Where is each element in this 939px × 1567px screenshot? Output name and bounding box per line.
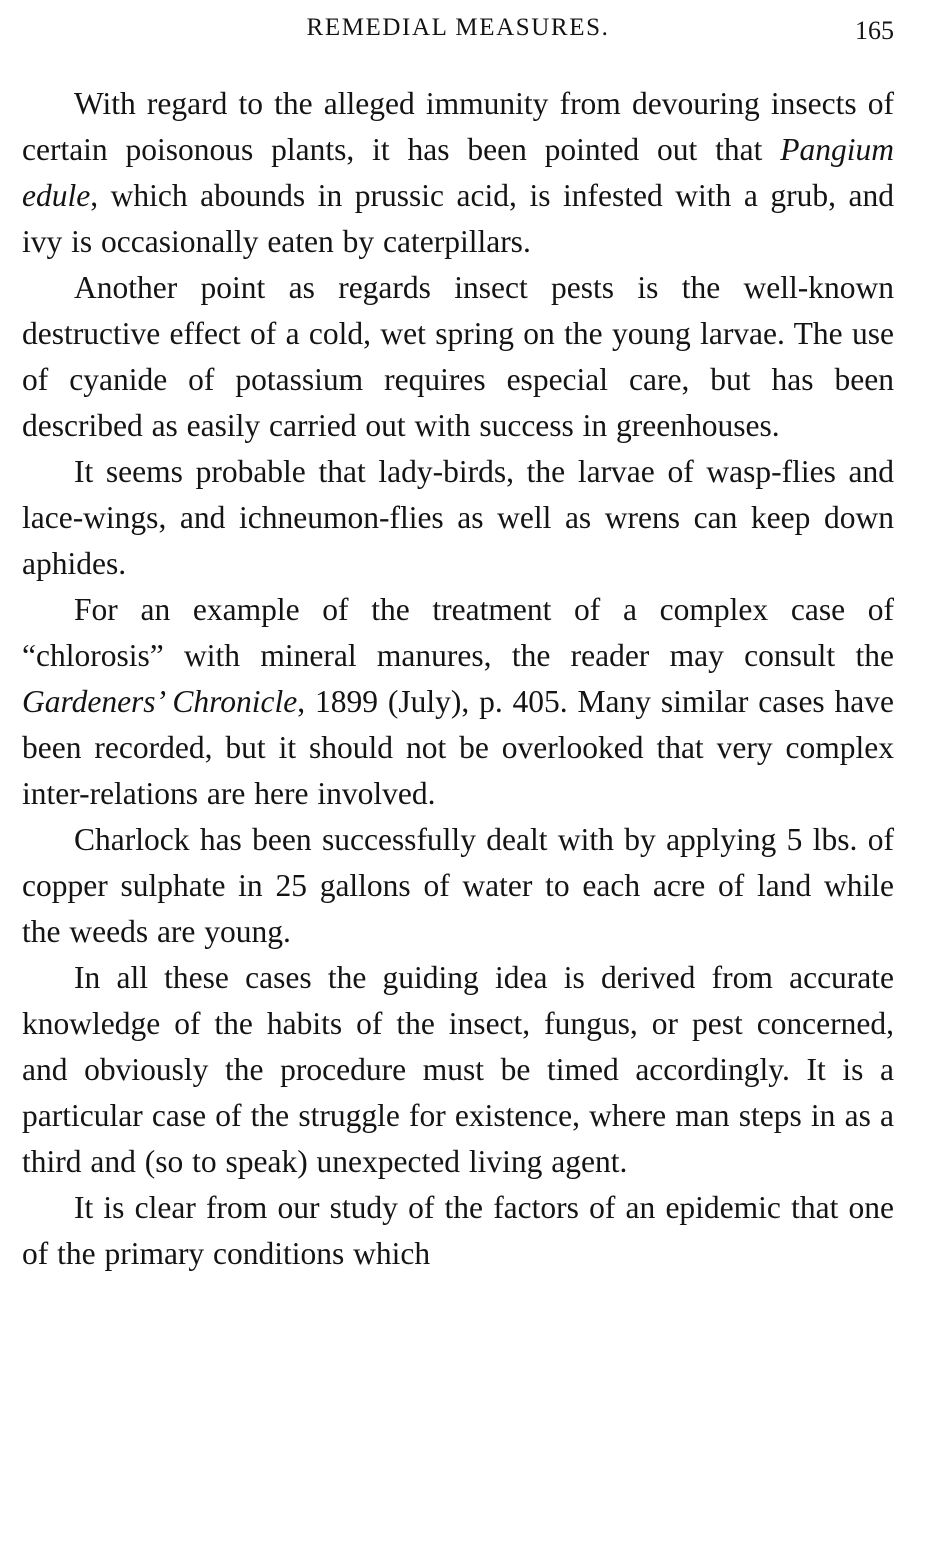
italic-journal-title: Gardeners’ Chronicle <box>22 684 298 719</box>
paragraph-lady-birds <box>22 449 894 587</box>
paragraph-chlorosis <box>22 587 894 817</box>
paragraph-charlock <box>22 817 894 955</box>
paragraph-text: , 1899 (July), p. 405. Many similar cases have been recorded, but it should not be overlooked that very complex inter-relations are here involved. <box>22 684 894 811</box>
paragraph-text: In all these cases the guiding idea is derived from accurate knowledge of the habits of the insect, fungus, or pest concerned, and obviously the procedure must be timed accordingly. It is a particular case of the struggle for existence, where man steps in as a third and (so to speak) unexpected living agent. <box>22 960 894 1179</box>
running-head <box>22 14 894 48</box>
paragraph-text: , which abounds in prussic acid, is infested with a grub, and ivy is occasionally eaten by caterpillars. <box>22 178 894 259</box>
paragraph-text: Charlock has been successfully dealt with by applying 5 lbs. of copper sulphate in 25 gallons of water to each acre of land while the weeds are young. <box>22 822 894 949</box>
paragraph-epidemic <box>22 1185 894 1277</box>
paragraph-text: Another point as regards insect pests is the well-known destructive effect of a cold, wet spring on the young larvae. The use of cyanide of potassium requires especial care, but has been described as easily carried out with success in greenhouses. <box>22 270 894 443</box>
italic-species-name: Pangium edule <box>22 132 894 213</box>
paragraph-text: For an example of the treatment of a complex case of “chlorosis” with mineral manures, the reader may consult the <box>22 592 894 673</box>
paragraph-guiding-idea <box>22 955 894 1185</box>
paragraph-insect-pests <box>22 265 894 449</box>
body-text <box>22 81 894 1277</box>
page-number: 165 <box>855 16 894 45</box>
running-title: REMEDIAL MEASURES. <box>306 14 610 41</box>
paragraph-text: With regard to the alleged immunity from devouring insects of certain poisonous plants, it has been pointed out that <box>22 86 894 167</box>
paragraph-text: It seems probable that lady-birds, the larvae of wasp-flies and lace-wings, and ichneumon-flies as well as wrens can keep down aphides. <box>22 454 894 581</box>
paragraph-pangium <box>22 81 894 265</box>
paragraph-text: It is clear from our study of the factors of an epidemic that one of the primary conditions which <box>22 1190 894 1271</box>
